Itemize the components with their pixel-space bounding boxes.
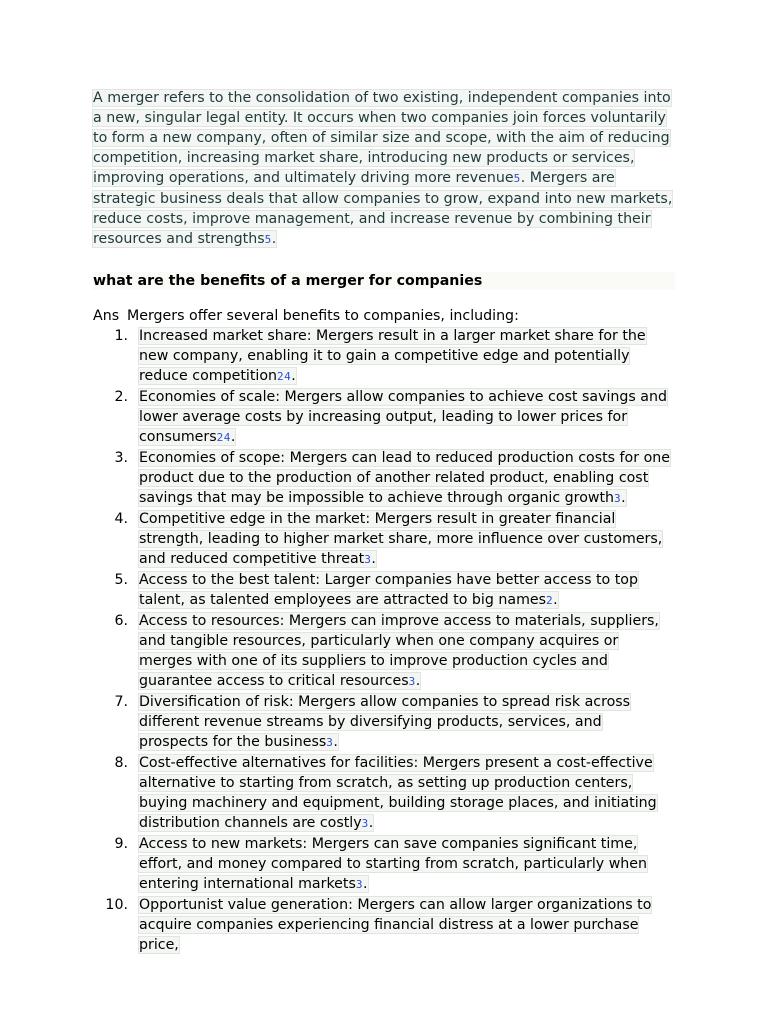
citation-link[interactable]: 3 [408, 675, 416, 688]
citation-link[interactable]: 3 [326, 736, 334, 749]
document-page [93, 88, 675, 956]
list-item [93, 387, 675, 448]
question-heading: what are the benefits of a merger for companies [93, 272, 675, 290]
citation-link[interactable]: 5 [264, 233, 272, 246]
citation-link[interactable]: 3 [364, 553, 372, 566]
list-item-text: Economies of scale: Mergers allow companies to achieve cost savings and lower average costs by increasing output, leading to lower prices for consumers [139, 389, 667, 445]
list-number: 3. [114, 450, 128, 466]
list-item-end: . [621, 490, 626, 506]
list-number: 5. [114, 572, 128, 588]
answer-lead-line [93, 306, 675, 326]
citation-link[interactable]: 3 [355, 878, 363, 891]
list-item-end: . [371, 551, 376, 567]
citation-link[interactable]: 24 [277, 370, 292, 383]
list-item [93, 692, 675, 753]
list-item-highlight [139, 511, 662, 567]
list-item-highlight [139, 836, 647, 892]
list-number: 6. [114, 613, 128, 629]
list-item-text: Economies of scope: Mergers can lead to reduced production costs for one product due to the production of another related product, enabling cost savings that may be impossible to achieve through organic growth [139, 450, 670, 506]
intro-end: . [271, 231, 277, 247]
answer-block [93, 306, 675, 956]
list-item [93, 326, 675, 387]
list-item [93, 448, 675, 509]
list-number: 9. [114, 836, 128, 852]
list-item [93, 834, 675, 895]
answer-label: Ans [93, 308, 120, 324]
list-number: 1. [114, 328, 128, 344]
list-item-highlight [139, 897, 651, 953]
list-item-text: Access to resources: Mergers can improve access to materials, suppliers, and tangible resources, particularly when one company acquires or merges with one of its suppliers to improve production cycles and guarantee access to critical resources [139, 613, 659, 689]
list-item-highlight [139, 755, 657, 831]
list-item-end: . [362, 876, 368, 892]
list-item-end: . [333, 734, 338, 750]
list-item-end: . [368, 815, 374, 831]
list-item-highlight [139, 328, 646, 384]
list-item-text: Increased market share: Mergers result in a larger market share for the new company, enabling it to gain a competitive edge and potentially reduce competition [139, 328, 646, 384]
list-item-text: Cost-effective alternatives for facilities: Mergers present a cost-effective alternative to starting from scratch, as setting up production centers, buying machinery and equipment, building storage places, and initiating distribution channels are costly [139, 755, 657, 831]
intro-text-b: . Mergers are strategic business deals that allow companies to grow, expand into new markets, reduce costs, improve management, and increase revenue by combining their resources and strengths [93, 170, 673, 247]
list-number: 2. [114, 389, 128, 405]
list-number: 4. [114, 511, 128, 527]
list-item-text: Opportunist value generation: Mergers can allow larger organizations to acquire companies experiencing financial distress at a lower purchase price, [139, 897, 652, 953]
intro-text-a: A merger refers to the consolidation of two existing, independent companies into a new, singular legal entity. It occurs when two companies join forces voluntarily to form a new company, often of similar size and scope, with the aim of reducing competition, increasing market share, introducing new products or services, improving operations, and ultimately driving more revenue [93, 90, 671, 186]
list-item-highlight [139, 450, 670, 506]
list-item-highlight [139, 694, 630, 750]
list-number: 10. [105, 897, 128, 913]
list-item [93, 509, 675, 570]
list-item-end: . [291, 368, 296, 384]
list-item-text: Access to new markets: Mergers can save companies significant time, effort, and money compared to starting from scratch, particularly when entering international markets [139, 836, 648, 892]
list-item [93, 895, 675, 956]
list-item-text: Competitive edge in the market: Mergers result in greater financial strength, leading to higher market share, more influence over customers, and reduced competitive threat [139, 511, 663, 567]
list-item-end: . [553, 592, 558, 608]
citation-link[interactable]: 3 [361, 817, 369, 830]
list-item [93, 753, 675, 834]
list-item-highlight [139, 572, 638, 608]
intro-paragraph [93, 88, 675, 250]
intro-highlight [93, 90, 672, 247]
citation-link[interactable]: 5 [513, 172, 521, 185]
list-item-highlight [139, 613, 659, 689]
list-item [93, 570, 675, 611]
benefits-list [93, 326, 675, 956]
list-item-text: Diversification of risk: Mergers allow companies to spread risk across different revenue streams by diversifying products, services, and prospects for the business [139, 694, 631, 750]
answer-lead: Mergers offer several benefits to companies, including: [127, 308, 519, 324]
list-number: 8. [114, 755, 128, 771]
list-item [93, 611, 675, 692]
citation-link[interactable]: 3 [614, 492, 622, 505]
list-item-end: . [415, 673, 421, 689]
citation-link[interactable]: 2 [546, 594, 554, 607]
list-item-highlight [139, 389, 667, 445]
citation-link[interactable]: 24 [216, 431, 231, 444]
list-item-end: . [230, 429, 236, 445]
list-item-text: Access to the best talent: Larger companies have better access to top talent, as talented employees are attracted to big names [139, 572, 638, 608]
list-number: 7. [114, 694, 128, 710]
